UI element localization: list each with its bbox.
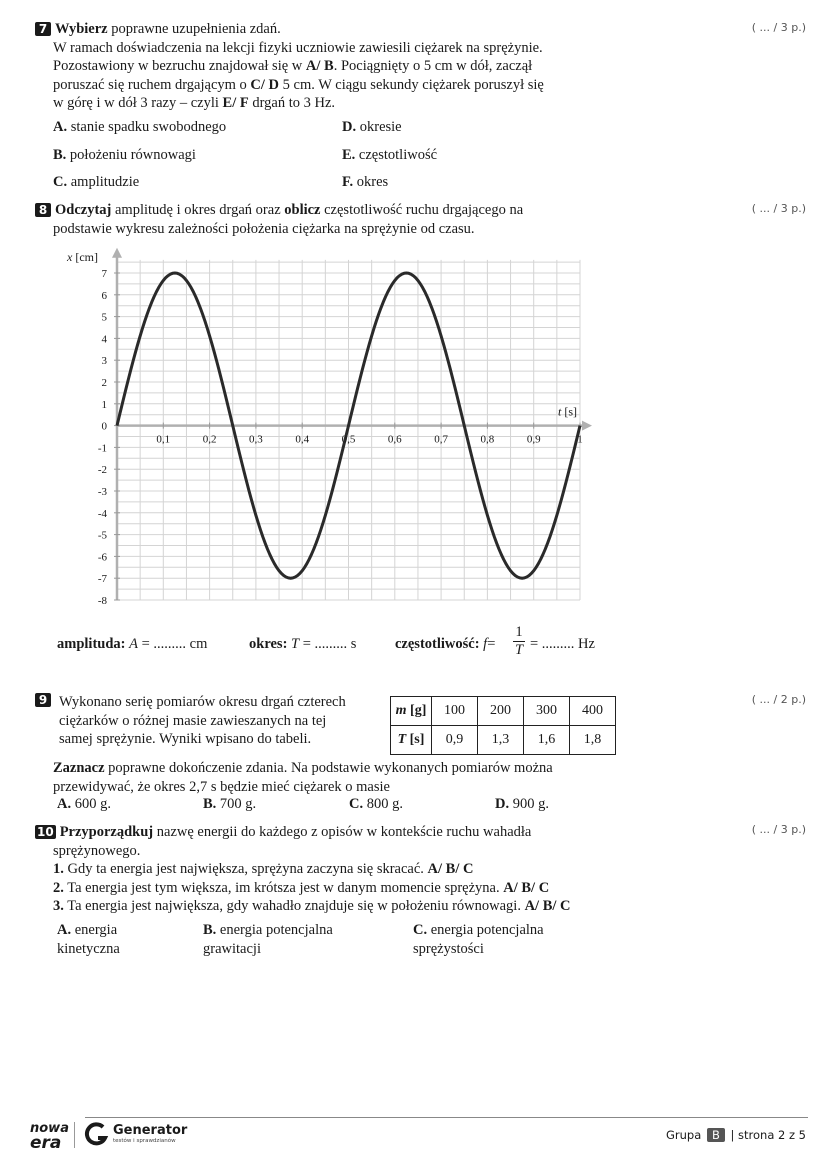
q10-item-1: 1. Gdy ta energia jest największa, sprężyna zaczyna się skracać. A/ B/ C	[53, 861, 474, 878]
x-tick-label: 0,2	[202, 433, 217, 446]
table-row	[391, 726, 616, 755]
y-tick-label: 3	[101, 355, 107, 368]
x-tick-label: 0,5	[341, 433, 356, 446]
y-tick-label: -3	[97, 486, 107, 498]
footer-divider	[85, 1117, 808, 1118]
fraction-denominator: T	[514, 642, 524, 658]
q8-answer-row	[57, 624, 617, 663]
page-footer-info: Grupa B | strona 2 z 5	[666, 1128, 806, 1142]
instruction-verb: Odczytaj	[55, 202, 112, 218]
table-header-cell: T [s]	[391, 726, 432, 755]
x-tick-label: 1	[577, 433, 583, 446]
text-line: poruszać się ruchem drgającym o C/ D 5 cm. W ciągu sekundy ciężarek poruszył się	[53, 76, 544, 93]
y-tick-label: -7	[97, 573, 107, 586]
y-tick-label: 0	[101, 420, 107, 433]
points-box: ( ... / 2 p.)	[751, 693, 806, 706]
table-header-cell: m [g]	[391, 697, 432, 726]
chart-grid	[112, 248, 592, 600]
table-cell: 200	[478, 697, 524, 726]
generator-logo-text: Generator testów i sprawdzianów	[113, 1123, 188, 1144]
q10-item-2: 2. Ta energia jest tym większa, im krótsza jest w danym momencie sprężyna. A/ B/ C	[53, 879, 550, 896]
chart-labels	[66, 250, 583, 607]
choice-option[interactable]: A/ B/ C	[503, 879, 550, 896]
x-tick-label: 0,1	[156, 433, 171, 446]
y-tick-label: -1	[97, 442, 107, 455]
q9-option-B[interactable]: B. 700 g.	[203, 796, 257, 812]
q9-option-D[interactable]: D. 900 g.	[495, 796, 549, 812]
text-line: Pozostawiony w bezruchu znajdował się w A/ B. Pociągnięty o 5 cm w dół, zaczął	[53, 58, 533, 75]
y-axis-label: x [cm]	[67, 250, 98, 264]
question-9	[35, 693, 375, 749]
instruction-verb: Przyporządkuj	[59, 824, 154, 840]
q10-answer-B[interactable]: B. energia potencjalna grawitacji	[203, 922, 333, 957]
text-line: ciężarków o różnej masie zawieszanych na tej	[59, 712, 327, 729]
points-box: ( ... / 3 p.)	[751, 202, 806, 215]
instruction-verb: Wybierz	[55, 21, 108, 37]
text-line: w górę i w dół 3 razy – czyli E/ F drgań to 3 Hz.	[53, 95, 336, 112]
text-line: podstawie wykresu zależności położenia ciężarka na sprężynie od czasu.	[53, 220, 475, 237]
q10-item-3: 3. Ta energia jest największa, gdy wahadło znajduje się w położeniu równowagi. A/ B/ C	[53, 898, 571, 915]
table-cell: 100	[432, 697, 478, 726]
y-tick-label: -6	[97, 551, 107, 564]
fraction	[513, 624, 525, 659]
q9-task: Zaznacz poprawne dokończenie zdania. Na podstawie wykonanych pomiarów można przewidywać, że okres 2,7 s będzie mieć ciężarek o masie	[53, 760, 553, 795]
table-cell: 400	[570, 697, 616, 726]
choice-option[interactable]: A/ B/ C	[524, 898, 571, 915]
points-box: ( ... / 3 p.)	[751, 21, 806, 34]
q10-answer-C[interactable]: C. energia potencjalna sprężystości	[413, 922, 544, 957]
q9-option-C[interactable]: C. 800 g.	[349, 796, 403, 812]
option-D[interactable]: D. okresie	[342, 119, 402, 135]
option-E[interactable]: E. częstotliwość	[342, 147, 438, 163]
x-axis-arrow	[582, 421, 592, 431]
group-badge: B	[707, 1128, 725, 1142]
x-tick-label: 0,6	[387, 433, 402, 446]
logo-separator	[74, 1122, 75, 1148]
text-line: Wykonano serię pomiarów okresu drgań czterech	[59, 694, 346, 710]
y-tick-label: 2	[101, 377, 107, 389]
y-tick-label: 6	[101, 289, 107, 302]
question-number: 7	[35, 22, 51, 36]
text-line: sprężynowego.	[53, 842, 141, 859]
question-8: 8 Odczytaj amplitudę i okres drgań oraz oblicz częstotliwość ruchu drgającego na podstawie wykresu zależności położenia ciężarka na sprężynie od czasu.	[35, 201, 655, 238]
table-cell: 0,9	[432, 726, 478, 755]
x-tick-label: 0,4	[295, 433, 310, 446]
table-cell: 1,3	[478, 726, 524, 755]
table-cell: 300	[524, 697, 570, 726]
option-F[interactable]: F. okres	[342, 174, 389, 190]
frequency-answer[interactable]: = ......... Hz	[530, 636, 595, 652]
instruction-verb: oblicz	[284, 202, 321, 218]
table-cell: 1,6	[524, 726, 570, 755]
y-tick-label: -8	[97, 595, 107, 607]
question-number: 8	[35, 203, 51, 217]
y-tick-label: 4	[101, 333, 107, 346]
period-answer[interactable]: okres: T = ......... s	[249, 636, 357, 652]
option-C[interactable]: C. amplitudzie	[53, 174, 140, 190]
x-axis-label: t [s]	[558, 404, 578, 419]
y-tick-label: -5	[97, 529, 107, 542]
instruction-text: poprawne uzupełnienia zdań.	[107, 21, 281, 37]
text-line: W ramach doświadczenia na lekcji fizyki uczniowie zawiesili ciężarek na sprężynie.	[53, 39, 543, 56]
nowa-era-logo: nowa era	[30, 1121, 69, 1153]
y-tick-label: -2	[97, 464, 107, 477]
y-tick-label: 1	[101, 398, 107, 411]
table-row	[391, 697, 616, 726]
choice-option[interactable]: A/ B	[305, 58, 334, 75]
amplitude-answer[interactable]: amplituda: A = ......... cm	[57, 636, 208, 652]
option-B[interactable]: B. położeniu równowagi	[53, 147, 196, 163]
y-axis-arrow	[112, 248, 122, 258]
question-number: 10	[37, 825, 54, 839]
table-cell: 1,8	[570, 726, 616, 755]
option-A[interactable]: A. stanie spadku swobodnego	[53, 119, 227, 135]
question-10: 10 Przyporządkuj nazwę energii do każdego z opisów w kontekście ruchu wahadła sprężynowego. 1. Gdy ta energia jest największa, sprężyna zaczyna się skracać. A/ B/ C 2. Ta energia jest tym większa, im krótsza jest w danym momencie sprężyna. A/ B/ C 3. Ta energia jest największa, gdy wahadło znajduje się w położeniu równowagi. A/ B/ C	[35, 823, 675, 916]
text-line: samej sprężynie. Wyniki wpisano do tabeli.	[59, 731, 312, 748]
y-tick-label: 5	[101, 311, 107, 324]
x-tick-label: 0,3	[249, 433, 263, 446]
position-time-chart	[50, 245, 595, 615]
fraction-numerator: 1	[513, 624, 525, 642]
x-tick-label: 0,9	[526, 433, 541, 446]
x-tick-label: 0,7	[434, 433, 448, 446]
frequency-label: częstotliwość: f=	[395, 636, 496, 652]
x-tick-label: 0,8	[480, 433, 495, 446]
y-tick-label: -4	[97, 507, 107, 520]
question-7	[35, 20, 655, 113]
q9-option-A[interactable]: A. 600 g.	[57, 796, 111, 812]
q10-answer-A[interactable]: A. energia kinetyczna	[57, 922, 120, 957]
generator-logo-icon	[84, 1121, 110, 1149]
points-box: ( ... / 3 p.)	[751, 823, 806, 836]
choice-option[interactable]: E/ F	[222, 95, 249, 112]
question-number: 9	[35, 693, 51, 707]
y-tick-label: 7	[101, 268, 107, 280]
choice-option[interactable]: A/ B/ C	[427, 861, 474, 878]
measurement-table	[390, 696, 616, 755]
choice-option[interactable]: C/ D	[250, 76, 280, 93]
